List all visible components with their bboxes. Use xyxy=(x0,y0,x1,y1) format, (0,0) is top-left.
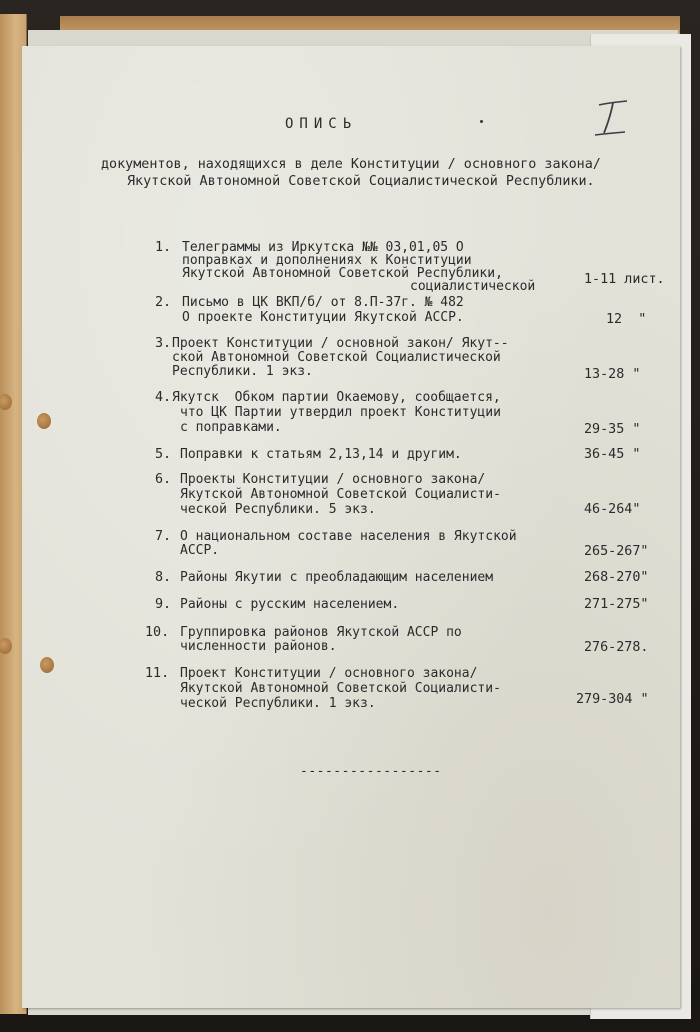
entry-text-line: Проект Конституции / основного закона/ xyxy=(180,666,478,681)
entry-text-line: ческой Республики. 1 экз. xyxy=(180,696,376,711)
entry-number: 10. xyxy=(145,625,170,640)
punch-hole xyxy=(37,413,51,429)
entry-text-line: Якутской Автономной Советской Социалисти- xyxy=(180,681,501,696)
entry-pages: 265-267" xyxy=(584,544,649,559)
heading-line-1: документов, находящихся в деле Конституции / основного закона/ xyxy=(101,157,601,172)
entry-text-line: Республики. 1 экз. xyxy=(172,364,313,379)
entry-text-line: АССР. xyxy=(180,543,220,558)
entry-pages: 29-35 " xyxy=(584,422,641,437)
entry-number: 2. xyxy=(155,295,172,310)
entry-pages: 276-278. xyxy=(584,640,649,655)
heading-line-2: Якутской Автономной Советской Социалистической Республики. xyxy=(127,174,595,189)
entry-text-line: социалистической xyxy=(410,279,536,294)
entry-text-line: Районы с русским населением. xyxy=(180,597,400,612)
entry-pages: 46-264" xyxy=(584,502,641,517)
entry-text-line: Проекты Конституции / основного закона/ xyxy=(180,472,486,487)
entry-number: 11. xyxy=(145,666,170,681)
handwritten-folder-mark xyxy=(593,99,631,139)
entry-pages: 36-45 " xyxy=(584,447,641,462)
entry-text-line: О национальном составе населения в Якутской xyxy=(180,529,517,544)
entry-text-line: Письмо в ЦК ВКП/б/ от 8.П-37г. № 482 xyxy=(182,295,464,310)
entry-text-line: О проекте Конституции Якутской АССР. xyxy=(182,310,464,325)
entry-number: 1. xyxy=(155,240,172,255)
entry-number: 6. xyxy=(155,472,172,487)
document-page xyxy=(22,46,680,1008)
entry-text-line: Районы Якутии с преобладающим населением xyxy=(180,570,494,585)
document-title: ОПИСЬ xyxy=(285,116,358,132)
entry-text-line: Поправки к статьям 2,13,14 и другим. xyxy=(180,447,462,462)
entry-text-line: Группировка районов Якутской АССР по xyxy=(180,625,462,640)
stray-dot xyxy=(480,120,483,123)
entry-text-line: поправках и дополнениях к Конституции xyxy=(182,253,472,268)
entry-text-line: Телеграммы из Иркутска №№ 03,01,05 О xyxy=(182,240,464,255)
entry-number: 9. xyxy=(155,597,172,612)
entry-number: 3. xyxy=(155,336,172,351)
entry-number: 5. xyxy=(155,447,172,462)
entry-pages: 279-304 " xyxy=(576,692,649,707)
entry-text-line: Якутской Автономной Советской Республики, xyxy=(182,266,503,281)
entry-pages: 1-11 лист. xyxy=(584,272,665,287)
punch-hole xyxy=(40,657,54,673)
entry-text-line: с поправками. xyxy=(180,420,282,435)
entry-pages: 12 " xyxy=(606,312,647,327)
entry-pages: 268-270" xyxy=(584,570,649,585)
entry-number: 4. xyxy=(155,390,172,405)
entry-number: 7. xyxy=(155,529,172,544)
entry-text-line: численности районов. xyxy=(180,639,337,654)
entry-text-line: что ЦК Партии утвердил проект Конституции xyxy=(180,405,501,420)
closing-dashed-rule: ----------------- xyxy=(300,764,442,779)
entry-text-line: Якутской Автономной Советской Социалисти- xyxy=(180,487,501,502)
entry-text-line: Проект Конституции / основной закон/ Якут-- xyxy=(172,336,509,351)
entry-pages: 13-28 " xyxy=(584,367,641,382)
entry-number: 8. xyxy=(155,570,172,585)
entry-pages: 271-275" xyxy=(584,597,649,612)
entry-text-line: ческой Республики. 5 экз. xyxy=(180,502,376,517)
entry-text-line: Якутск Обком партии Окаемову, сообщается, xyxy=(172,390,501,405)
entry-text-line: ской Автономной Советской Социалистической xyxy=(172,350,501,365)
